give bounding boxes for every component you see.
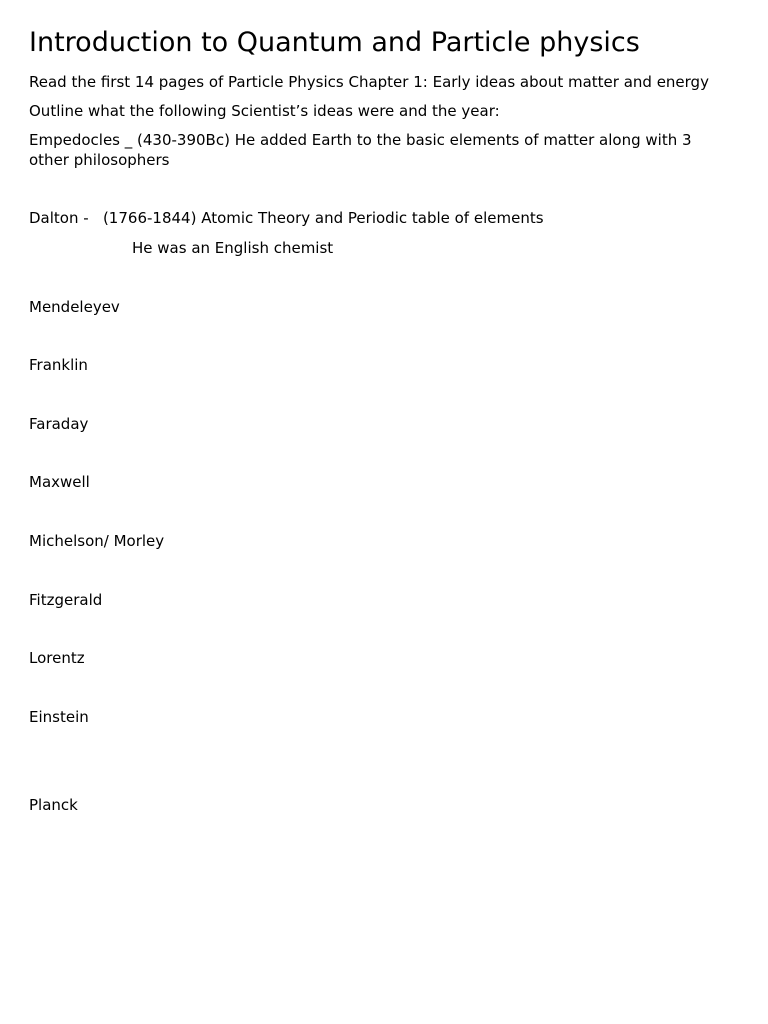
instruction-read: Read the first 14 pages of Particle Physics Chapter 1: Early ideas about matter and energy [29, 73, 709, 91]
entry-dalton-note: He was an English chemist [132, 239, 334, 257]
entry-fitzgerald: Fitzgerald [29, 591, 103, 609]
entry-empedocles: Empedocles _ (430-390Bc) He added Earth to the basic elements of matter along with 3 other philosophers [29, 131, 692, 169]
entry-franklin: Franklin [29, 356, 88, 374]
entry-faraday: Faraday [29, 415, 89, 433]
document-title: Introduction to Quantum and Particle physics [29, 27, 640, 58]
entry-lorentz: Lorentz [29, 649, 85, 667]
entry-dalton: Dalton - (1766-1844) Atomic Theory and Periodic table of elements [29, 209, 544, 227]
entry-maxwell: Maxwell [29, 473, 90, 491]
entry-michelson-morley: Michelson/ Morley [29, 532, 165, 550]
entry-mendeleyev: Mendeleyev [29, 298, 120, 316]
entry-einstein: Einstein [29, 708, 89, 726]
instruction-outline: Outline what the following Scientist’s ideas were and the year: [29, 102, 500, 120]
entry-planck: Planck [29, 796, 78, 814]
